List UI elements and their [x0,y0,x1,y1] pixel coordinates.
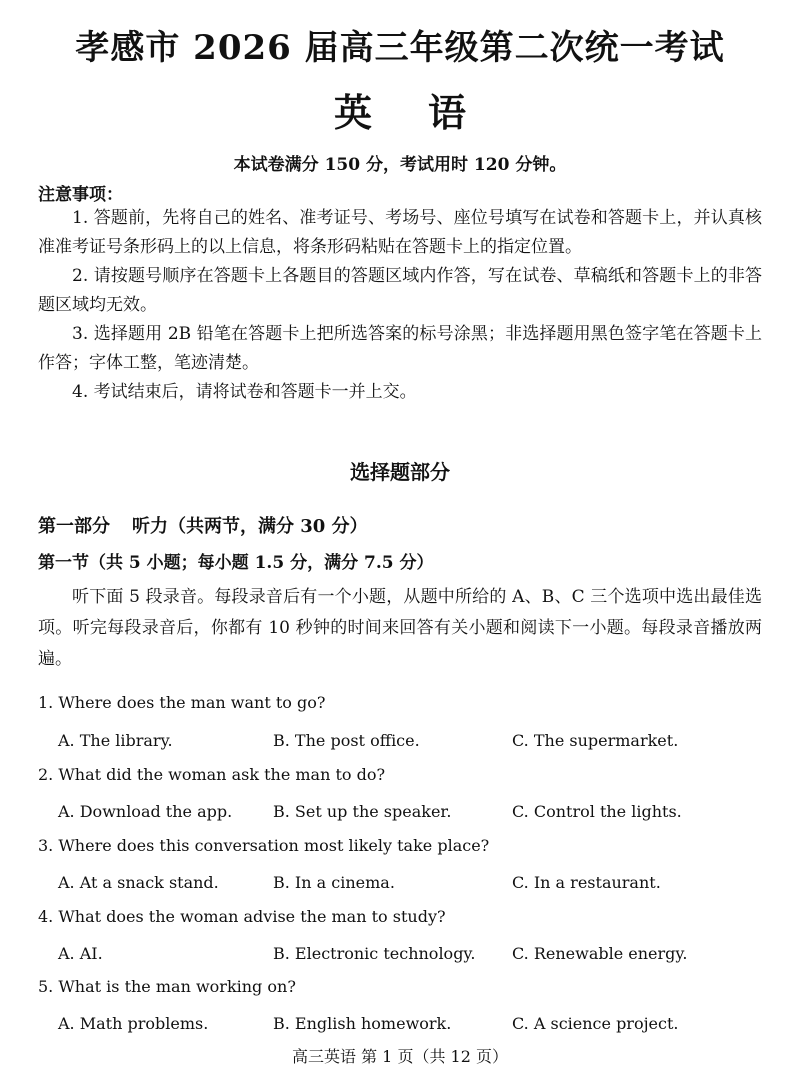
question-stem: 5. What is the man working on? [38,977,296,996]
option-c: C. Control the lights. [512,802,682,821]
page-footer: 高三英语 第 1 页（共 12 页） [292,1047,508,1066]
section-title: 选择题部分 [350,460,450,484]
notice-list [38,204,762,407]
option-c: C. A science project. [512,1014,679,1033]
subsection-heading: 第一节（共 5 小题；每小题 1.5 分，满分 7.5 分） [38,553,434,573]
option-c: C. The supermarket. [512,731,679,750]
exam-title: 孝感市 2026 届高三年级第二次统一考试 [75,28,725,68]
notice-item: 2. 请按题号顺序在答题卡上各题目的答题区域内作答，写在试卷、草稿纸和答题卡上的非答题区域均无效。 [38,266,762,315]
question-stem: 3. Where does this conversation most likely take place? [38,836,490,855]
option-b: B. In a cinema. [273,873,395,892]
subject-title: 英语 [333,90,522,135]
option-b: B. Set up the speaker. [273,802,452,821]
option-b: B. Electronic technology. [273,944,476,963]
notice-item: 4. 考试结束后，请将试卷和答题卡一并上交。 [72,382,417,402]
notice-item: 1. 答题前，先将自己的姓名、准考证号、考场号、座位号填写在试卷和答题卡上，并认真核准准考证号条形码上的以上信息，将条形码粘贴在答题卡上的指定位置。 [38,208,762,257]
question-stem: 4. What does the woman advise the man to study? [38,907,446,926]
part-label: 第一部分 [38,516,110,537]
option-c: C. Renewable energy. [512,944,688,963]
option-a: A. At a snack stand. [58,873,219,892]
option-a: A. AI. [58,944,103,963]
notice-heading: 注意事项： [38,185,123,205]
option-b: B. The post office. [273,731,420,750]
option-a: A. The library. [58,731,173,750]
option-a: A. Download the app. [58,802,233,821]
part-name: 听力（共两节，满分 30 分） [132,516,368,537]
notice-item: 3. 选择题用 2B 铅笔在答题卡上把所选答案的标号涂黑；非选择题用黑色签字笔在答题卡上作答；字体工整，笔迹清楚。 [38,324,762,373]
option-b: B. English homework. [273,1014,452,1033]
question-stem: 1. Where does the man want to go? [38,693,326,712]
question-stem: 2. What did the woman ask the man to do? [38,765,386,784]
score-info: 本试卷满分 150 分，考试用时 120 分钟。 [233,155,567,175]
option-c: C. In a restaurant. [512,873,661,892]
part-heading [38,512,368,538]
subsection-instructions: 听下面 5 段录音。每段录音后有一个小题，从题中所给的 A、B、C 三个选项中选出最佳选项。听完每段录音后，你都有 10 秒钟的时间来回答有关小题和阅读下一小题。每段录音播放两遍。 [38,587,762,669]
option-a: A. Math problems. [58,1014,209,1033]
